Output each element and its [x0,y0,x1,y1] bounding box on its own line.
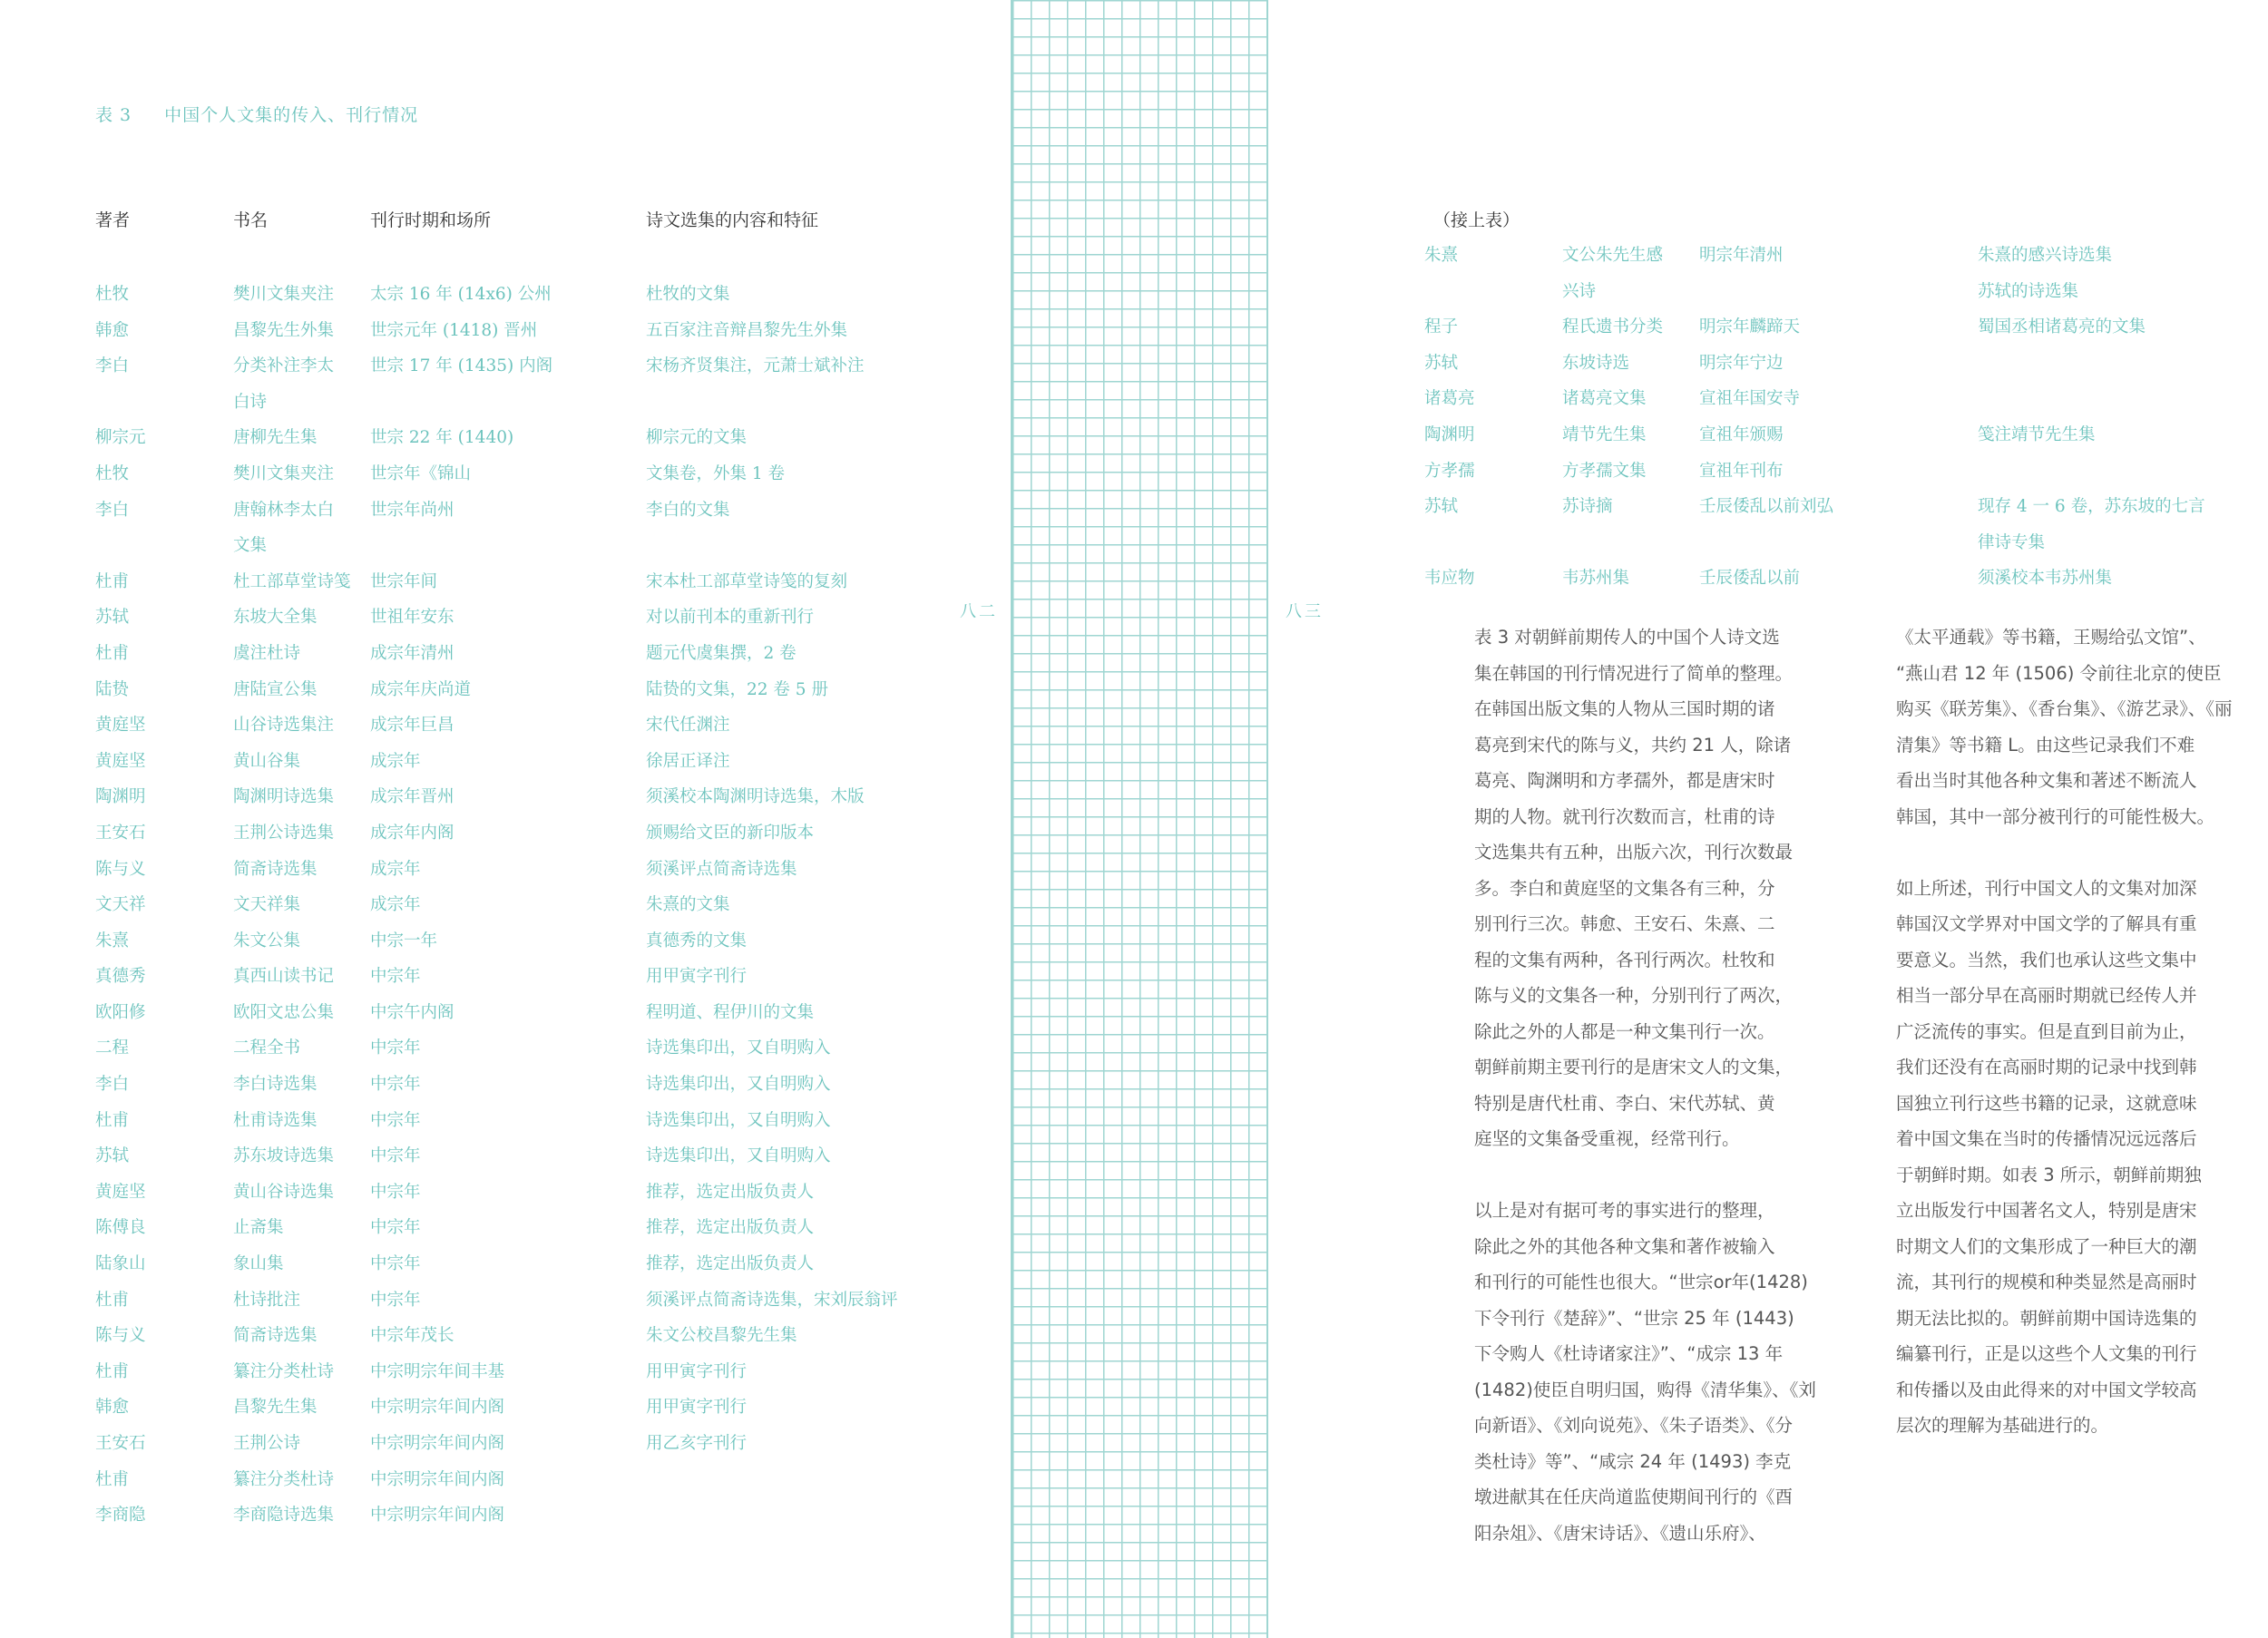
table-cell: 须溪校本陶渊明诗选集，木版 [646,787,865,807]
table-row [0,1497,1007,1534]
body-text-line: 别刊行三次。韩愈、王安石、朱熹、二 [1474,913,1775,934]
table-cell: 朱熹的文集 [646,895,730,915]
table-cell: 李白 [95,1075,130,1095]
body-text-line: “燕山君 12 年 (1506) 令前往北京的使臣 [1896,662,2222,684]
table-cell: 宋代任渊注 [646,716,730,736]
table-row [0,1389,1007,1426]
table-cell: 世宗 17 年 (1435) 内阁 [370,356,553,376]
table-cell: 黄庭坚 [95,716,146,736]
table-cell: 兴诗 [1562,281,1597,301]
table-cell: 笺注靖节先生集 [1978,424,2096,444]
table-cell: 苏轼 [1424,353,1459,373]
body-text-line: 程的文集有两种，各刊行两次。杜牧和 [1474,949,1775,970]
body-text-line: 国独立刊行这些书籍的记录，这就意味 [1896,1092,2197,1114]
table-cell: 中宗年 [370,1038,421,1058]
table-cell: 苏轼 [95,1146,130,1166]
table-cell: 黄庭坚 [95,751,146,771]
table-row-continued [0,309,2268,346]
body-text-line: 下令刊行《楚辞》”、“世宗 25 年 (1443) [1474,1307,1794,1329]
table-cell: 明宗年宁边 [1699,353,1784,373]
table-row [0,1138,1007,1175]
body-text-line: 我们还没有在高丽时期的记录中找到韩 [1896,1057,2197,1077]
table-cell: 中宗一年 [370,931,438,951]
table-cell: 诗选集印出，又自明购入 [646,1110,831,1130]
table-row [0,1462,1007,1498]
table-cell: 杜牧的文集 [646,285,730,304]
table-row [0,1175,1007,1211]
table-cell: 成宗年 [370,859,421,879]
table-cell: 杜工部草堂诗笺 [233,571,351,591]
body-text-line: 集在韩国的刊行情况进行了简单的整理。 [1474,662,1794,684]
table-cell: 诗选集印出，又自明购入 [646,1038,831,1058]
table-cell: 世宗年《锦山 [370,463,472,483]
table-cell: 诸葛亮文集 [1562,389,1647,409]
table-cell: 李白 [95,500,130,520]
body-text-line: 类杜诗》等”、“咸宗 24 年 (1493) 李克 [1474,1450,1792,1472]
table-cell: 推荐，选定出版负责人 [646,1182,815,1202]
table-cell: 明宗年清州 [1699,246,1784,265]
table-cell: 苏东坡诗选集 [233,1146,335,1166]
table-row [0,1246,1007,1282]
body-text-line: 庭坚的文集备受重视，经常刊行。 [1474,1128,1740,1149]
table-cell: 徐居正译注 [646,751,730,771]
table-cell: 王荆公诗 [233,1434,301,1453]
body-text-line: 于朝鲜时期。如表 3 所示，朝鲜前期独 [1896,1164,2202,1185]
table-cell: 王安石 [95,823,146,843]
table-row [0,600,1007,636]
header-publication: 刊行时期和场所 [370,210,492,230]
table-cell: 杜甫 [95,643,130,663]
table-cell: 推荐，选定出版负责人 [646,1218,815,1238]
table-cell: 苏轼 [1424,497,1459,517]
table-cell: 壬辰倭乱以前刘弘 [1699,497,1834,517]
table-cell: 杜牧 [95,463,130,483]
table-cell: 黄山谷诗选集 [233,1182,335,1202]
table-cell: 靖节先生集 [1562,424,1647,444]
body-text-line: 葛亮到宋代的陈与义，共约 21 人，除诸 [1474,734,1792,756]
table-cell: 须溪评点简斋诗选集 [646,859,797,879]
table-cell: 中宗年 [370,967,421,987]
body-text-line: 和传播以及由此得来的对中国文学较高 [1896,1379,2197,1400]
table-cell: 朱文公校昌黎先生集 [646,1326,797,1346]
table-cell: 韩愈 [95,320,130,340]
table-cell: 朱熹的感兴诗选集 [1978,246,2113,265]
table-cell: 成宗年晋州 [370,787,455,807]
table-row-continued [0,561,2268,597]
body-text-line: 清集》等书籍 L。由这些记录我们不难 [1896,734,2195,756]
table-cell: 李白 [95,356,130,376]
table-cell: 杜甫 [95,1469,130,1489]
table-cell: 中宗明宗年间丰基 [370,1361,505,1381]
table-cell: 中宗明宗年间内阁 [370,1469,505,1489]
table-cell: 昌黎先生集 [233,1398,318,1418]
table-cell: 五百家注音辩昌黎先生外集 [646,320,848,340]
table-row [0,887,1007,923]
table-cell: 中宗年 [370,1290,421,1310]
body-text-line: (1482)使臣自明归国，购得《清华集》、《刘 [1474,1379,1816,1400]
table-cell: 山谷诗选集注 [233,716,335,736]
table-cell: 世祖年安东 [370,608,455,628]
page-number-left: 八二 [960,602,998,621]
table-cell: 文集卷，外集 1 卷 [646,463,786,483]
body-text-line: 时期文人们的文集形成了一种巨大的潮 [1896,1235,2197,1257]
table-cell: 杜甫诗选集 [233,1110,318,1130]
table-row [0,852,1007,888]
table-row [0,959,1007,995]
body-text-column-2 [1896,619,2233,1444]
table-cell: 朱熹 [1424,246,1459,265]
table-cell: 宋本杜工部草堂诗笺的复刻 [646,571,848,591]
table-cell: 陈与义 [95,859,146,879]
table-cell: 真德秀 [95,967,146,987]
table-row-continued [0,381,2268,417]
header-content: 诗文选集的内容和特征 [646,210,819,230]
table-cell: 中宗年 [370,1146,421,1166]
body-text-line: 立出版发行中国著名文人，特别是唐宋 [1896,1200,2197,1221]
table-cell: 陶渊明 [1424,424,1475,444]
body-text-line: 韩国汉文学界对中国文学的了解具有重 [1896,913,2197,934]
table-cell: 律诗专集 [1978,532,2046,552]
table-title: 中国个人文集的传入、刊行情况 [164,105,419,125]
table-cell: 方孝孺文集 [1562,461,1647,481]
table-row [0,1318,1007,1354]
table-cell: 白诗 [233,392,268,412]
body-text-line: 韩国，其中一部分被刊行的可能性极大。 [1896,805,2215,827]
table-cell: 黄庭坚 [95,1182,146,1202]
continued-label: （接上表） [1433,210,1520,230]
table-cell: 推荐，选定出版负责人 [646,1254,815,1274]
body-text-line: 文选集共有五种，出版六次，刊行次数最 [1474,842,1794,863]
table-cell: 柳宗元的文集 [646,428,748,448]
page-number-right: 八三 [1286,602,1324,621]
table-cell: 杜牧 [95,285,130,304]
table-row [0,1282,1007,1319]
table-cell: 成宗年内阁 [370,823,455,843]
table-row-continued [0,274,2268,310]
table-cell: 陶渊明诗选集 [233,787,335,807]
body-text-column-1 [1474,619,1816,1551]
table-cell: 世宗 22 年 (1440) [370,428,514,448]
table-cell: 世宗元年 (1418) 晋州 [370,320,538,340]
table-cell: 陆象山 [95,1254,146,1274]
table-row [0,923,1007,960]
table-cell: 王荆公诗选集 [233,823,335,843]
table-cell: 虞注杜诗 [233,643,301,663]
body-text-line: 阳杂俎》、《唐宋诗话》、《遗山乐府》、 [1474,1522,1766,1544]
table-cell: 颁赐给文臣的新印版本 [646,823,815,843]
table-cell: 蜀国丞相诸葛亮的文集 [1978,317,2146,337]
table-row [0,672,1007,708]
table-cell: 朱熹 [95,931,130,951]
table-cell: 中宗年 [370,1254,421,1274]
table-cell: 真德秀的文集 [646,931,748,951]
table-cell: 杜甫 [95,571,130,591]
table-cell: 程子 [1424,317,1459,337]
table-cell: 用甲寅字刊行 [646,1398,748,1418]
table-row-continued [0,417,2268,453]
body-text-line: 在韩国出版文集的人物从三国时期的诸 [1474,698,1775,719]
body-text-line: 墩进献其在任庆尚道监使期间刊行的《酉 [1474,1487,1794,1507]
table-cell: 欧阳文忠公集 [233,1002,335,1022]
table-row-continued [0,346,2268,382]
table-cell: 苏诗摘 [1562,497,1613,517]
table-cell: 须溪评点简斋诗选集，宋刘辰翁评 [646,1290,898,1310]
body-text-line: 多。李白和黄庭坚的文集各有三种，分 [1474,877,1775,899]
table-cell: 宣祖年颁赐 [1699,424,1784,444]
table-cell: 中宗年 [370,1218,421,1238]
table-cell: 东坡诗选 [1562,353,1630,373]
body-text-line: 要意义。当然，我们也承认这些文集中 [1896,949,2197,970]
table-cell: 真西山读书记 [233,967,335,987]
body-text-line: 层次的理解为基础进行的。 [1896,1415,2109,1436]
body-text-line: 除此之外的其他各种文集和著作被输入 [1474,1235,1775,1257]
table-cell: 欧阳修 [95,1002,146,1022]
table-cell: 成宗年清州 [370,643,455,663]
table-cell: 对以前刊本的重新刊行 [646,608,815,628]
table-cell: 苏轼的诗选集 [1978,281,2079,301]
table-cell: 简斋诗选集 [233,1326,318,1346]
table-row-continued [0,489,2268,525]
body-text-line: 以上是对有据可考的事实进行的整理， [1474,1200,1775,1221]
paragraph-gap [1474,1157,1801,1194]
body-text-line: 期无法比拟的。朝鲜前期中国诗选集的 [1896,1307,2197,1329]
table-cell: 用乙亥字刊行 [646,1434,748,1453]
table-cell: 太宗 16 年 (14x6) 公州 [370,285,552,304]
body-text-line: 除此之外的人都是一种文集刊行一次。 [1474,1020,1775,1042]
table-cell: 李商隐 [95,1506,146,1526]
table-row [0,1210,1007,1246]
body-text-line: 朝鲜前期主要刊行的是唐宋文人的文集， [1474,1057,1794,1077]
table-cell: 文公朱先生感 [1562,246,1664,265]
table-cell: 宋杨齐贤集注，元萧士斌补注 [646,356,865,376]
table-row [0,779,1007,815]
table-cell: 唐陆宣公集 [233,679,318,699]
table-cell: 题元代虞集撰，2 卷 [646,643,797,663]
table-cell: 中宗年 [370,1182,421,1202]
table-cell: 陆贽的文集，22 卷 5 册 [646,679,828,699]
body-text-line: 陈与义的文集各一种，分别刊行了两次， [1474,985,1794,1006]
table-cell: 世宗年间 [370,571,438,591]
table-row [0,1426,1007,1462]
body-text-line: 购买《联芳集》、《香台集》、《游艺录》、《丽 [1896,698,2233,719]
table-cell: 文天祥集 [233,895,301,915]
table-cell: 中宗明宗年间内阁 [370,1398,505,1418]
table-cell: 韦苏州集 [1562,569,1630,589]
table-cell: 须溪校本韦苏州集 [1978,569,2113,589]
table-cell: 中宗午内阁 [370,1002,455,1022]
body-text-line: 向新语》、《刘向说苑》、《朱子语类》、《分 [1474,1415,1794,1436]
table-cell: 黄山谷集 [233,751,301,771]
table-cell: 杜甫 [95,1361,130,1381]
header-author: 著者 [95,210,131,230]
body-text-line: 特别是唐代杜甫、李白、宋代苏轼、黄 [1474,1092,1775,1114]
table-cell: 成宗年 [370,895,421,915]
table-cell: 李商隐诗选集 [233,1506,335,1526]
table-cell: 二程 [95,1038,130,1058]
table-cell: 壬辰倭乱以前 [1699,569,1801,589]
body-text-line: 表 3 对朝鲜前期传人的中国个人诗文选 [1474,627,1780,648]
table-row-continued [0,238,2268,274]
table-cell: 成宗年巨昌 [370,716,455,736]
table-row [0,1030,1007,1067]
table-cell: 王安石 [95,1434,146,1453]
table-cell: 分类补注李太 [233,356,335,376]
table-cell: 文集 [233,536,268,556]
table-row [0,707,1007,744]
table-cell: 陈傅良 [95,1218,146,1238]
table-row [0,815,1007,852]
body-text-line: 葛亮、陶渊明和方孝孺外，都是唐宋时 [1474,770,1775,791]
table-cell: 程明道、程伊川的文集 [646,1002,815,1022]
table-cell: 苏轼 [95,608,130,628]
body-text-line: 相当一部分早在高丽时期就已经传人并 [1896,985,2197,1006]
body-text-line: 期的人物。就刊行次数而言，杜甫的诗 [1474,805,1775,827]
table-cell: 中宗年 [370,1075,421,1095]
table-cell: 成宗年 [370,751,421,771]
table-cell: 现存 4 一 6 卷，苏东坡的七言 [1978,497,2205,517]
table-row [0,1354,1007,1390]
body-text-line: 《太平通载》等书籍，王赐给弘文馆”、 [1896,627,2206,648]
table-cell: 樊川文集夹注 [233,463,335,483]
table-cell: 中宗年 [370,1110,421,1130]
table-cell: 东坡大全集 [233,608,318,628]
table-cell: 韩愈 [95,1398,130,1418]
table-row [0,1103,1007,1139]
table-row [0,995,1007,1031]
table-cell: 象山集 [233,1254,284,1274]
body-text-line: 编纂刊行，正是以这些个人文集的刊行 [1896,1343,2197,1364]
table-cell: 诗选集印出，又自明购入 [646,1075,831,1095]
right-table-body [0,238,2268,597]
table-cell: 二程全书 [233,1038,301,1058]
table-cell: 中宗年茂长 [370,1326,455,1346]
table-row [0,1067,1007,1103]
table-cell: 李白诗选集 [233,1075,318,1095]
table-cell: 用甲寅字刊行 [646,967,748,987]
body-text-line: 和刊行的可能性也很大。“世宗or年(1428) [1474,1272,1808,1292]
table-cell: 止斋集 [233,1218,284,1238]
table-cell: 诗选集印出，又自明购入 [646,1146,831,1166]
table-cell: 成宗年庆尚道 [370,679,472,699]
table-cell: 韦应物 [1424,569,1475,589]
table-cell: 杜诗批注 [233,1290,301,1310]
table-cell: 明宗年麟蹄天 [1699,317,1801,337]
table-cell: 朱文公集 [233,931,301,951]
table-cell: 李白的文集 [646,500,730,520]
body-text-line: 看出当时其他各种文集和著述不断流人 [1896,770,2197,791]
table-cell: 樊川文集夹注 [233,285,335,304]
table-cell: 昌黎先生外集 [233,320,335,340]
table-row-continued [0,525,2268,561]
body-text-line: 着中国文集在当时的传播情况远远落后 [1896,1128,2197,1149]
table-cell: 宣祖年国安寺 [1699,389,1801,409]
table-row [0,636,1007,672]
table-row [0,744,1007,780]
body-text-line: 广泛流传的事实。但是直到目前为止， [1896,1020,2197,1042]
table-cell: 陶渊明 [95,787,146,807]
table-cell: 中宗明宗年间内阁 [370,1434,505,1453]
table-caption [95,102,418,126]
table-row-continued [0,453,2268,490]
table-cell: 程氏遗书分类 [1562,317,1664,337]
body-text-line: 下令购人《杜诗诸家注》”、“成宗 13 年 [1474,1343,1784,1364]
table-cell: 宣祖年刊布 [1699,461,1784,481]
table-cell: 杜甫 [95,1110,130,1130]
table-cell: 杜甫 [95,1290,130,1310]
table-cell: 陈与义 [95,1326,146,1346]
body-text-line: 流，其刊行的规模和种类显然是高丽时 [1896,1272,2197,1292]
table-cell: 陆贽 [95,679,130,699]
table-cell: 简斋诗选集 [233,859,318,879]
paragraph-gap [1896,834,2223,871]
header-book-title: 书名 [233,210,269,230]
table-cell: 纂注分类杜诗 [233,1469,335,1489]
table-cell: 文天祥 [95,895,146,915]
table-cell: 纂注分类杜诗 [233,1361,335,1381]
table-cell: 唐柳先生集 [233,428,318,448]
table-cell: 用甲寅字刊行 [646,1361,748,1381]
table-cell: 诸葛亮 [1424,389,1475,409]
table-cell: 世宗年尚州 [370,500,455,520]
table-cell: 方孝孺 [1424,461,1475,481]
body-text-line: 如上所述，刊行中国文人的文集对加深 [1896,877,2197,899]
table-cell: 唐翰林李太白 [233,500,335,520]
table-number: 表 3 [95,105,132,125]
table-cell: 中宗明宗年间内阁 [370,1506,505,1526]
table-cell: 柳宗元 [95,428,146,448]
